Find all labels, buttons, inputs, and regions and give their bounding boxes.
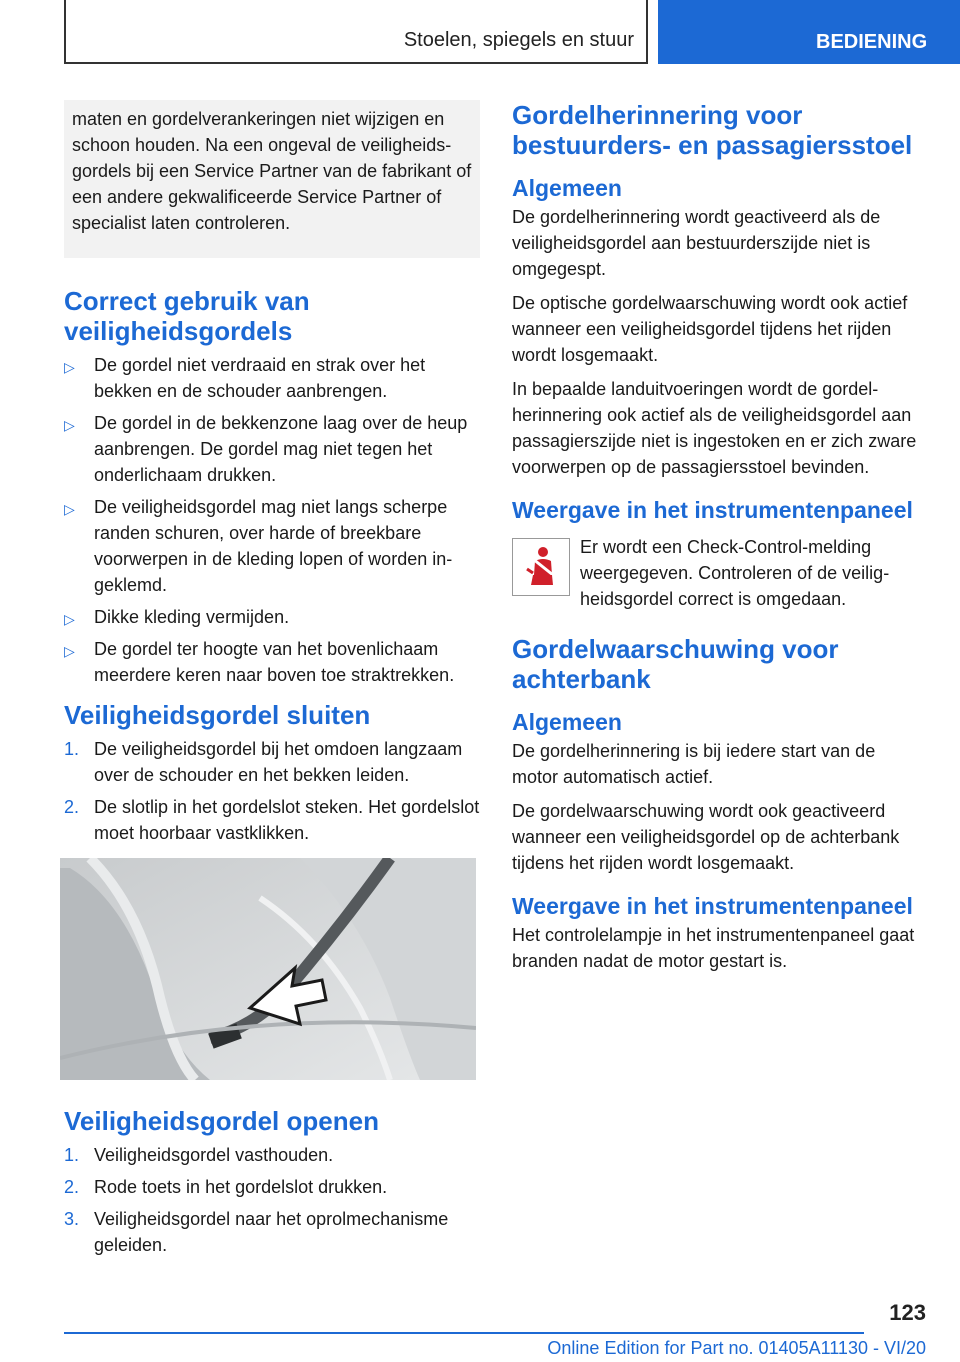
paragraph: Het controlelampje in het instrumentenpaneel gaat branden nadat de motor gestart is. <box>512 925 915 971</box>
paragraph: In bepaalde landuitvoeringen wordt de gordelherinnering ook actief als de veiligheidsgordel aan passagierszijde niet is ingestoken en er zich zware voorwerpen op de passagiersstoel bevinden. <box>512 379 917 477</box>
header-chapter-title: BEDIENING <box>816 31 928 53</box>
opening-steps <box>64 1142 480 1258</box>
triangle-right-icon: ▷ <box>64 417 75 433</box>
heading-opening: Veiligheidsgordel openen <box>64 1106 379 1136</box>
header-chapter-tab <box>658 0 960 64</box>
list-item: ▷ Dikke kleding vermijden. <box>64 604 480 630</box>
triangle-right-icon: ▷ <box>64 359 75 375</box>
heading-closing: Veiligheidsgordel sluiten <box>64 700 371 730</box>
header-section-box <box>64 0 648 64</box>
seatbelt-warning-icon <box>512 538 570 596</box>
list-item: 2. De slotlip in het gordelslot steken. Het gordelslot moet hoorbaar vastklikken. <box>64 797 480 843</box>
subheading-instrument-panel: Weergave in het instrumentenpaneel <box>512 893 913 919</box>
page-number: 123 <box>889 1300 926 1325</box>
paragraph: De gordelwaarschuwing wordt ook geactiveerd wanneer een veiligheidsgordel op de achterbank tijdens het rijden wordt losgemaakt. <box>512 801 900 873</box>
header-section-title: Stoelen, spiegels en stuur <box>403 29 634 51</box>
list-item: ▷ De gordel ter hoogte van het bovenlichaam meerdere keren naar boven toe straktrekken. <box>64 639 455 685</box>
paragraph: De optische gordelwaarschuwing wordt ook actief wanneer een veiligheidsgordel tijdens het rijden wordt losgemaakt. <box>512 293 908 365</box>
indicator-text: Er wordt een Check-Control-melding weergegeven. Controleren of de veiligheidsgordel correct is omgedaan. <box>580 537 890 609</box>
heading-driver-reminder: Gordelherinnering voor bestuurders- en passagiersstoel <box>512 100 913 160</box>
list-item: 2. Rode toets in het gordelslot drukken. <box>64 1177 388 1197</box>
right-column <box>512 100 924 982</box>
paragraph: De gordelherinnering wordt geactiveerd als de veiligheidsgordel aan bestuurderszijde niet is omgegespt. <box>512 207 881 279</box>
safety-note-text: maten en gordelverankeringen niet wijzigen en schoon houden. Na een ongeval de veiligheidsgordels bij een Service Partner van de fabrikant of een andere gekwalificeerde Service Partner of specialist laten controleren. <box>72 109 472 233</box>
triangle-right-icon: ▷ <box>64 643 75 659</box>
list-item: ▷ De gordel niet verdraaid en strak over het bekken en de schouder aanbrengen. <box>64 355 426 401</box>
edition-footer: Online Edition for Part no. 01405A11130 - VI/20 <box>547 1338 926 1358</box>
footer-divider <box>64 1332 864 1334</box>
seatbelt-buckle-photo <box>60 858 476 1080</box>
list-item: ▷ De gordel in de bekkenzone laag over de heup aanbrengen. De gordel mag niet tegen het onderlichaam drukken. <box>64 413 468 485</box>
triangle-right-icon: ▷ <box>64 501 75 517</box>
safety-note-box <box>64 100 480 258</box>
paragraph: De gordelherinnering is bij iedere start van de motor automatisch actief. <box>512 741 876 787</box>
list-item: 1. De veiligheidsgordel bij het omdoen langzaam over de schouder en het bekken leiden. <box>64 739 463 785</box>
list-item: 1. Veiligheidsgordel vasthouden. <box>64 1145 334 1165</box>
left-column <box>64 100 480 1270</box>
list-item: ▷ De veiligheidsgordel mag niet langs scherpe randen schuren, over harde of breekbare voorwerpen in de kleding lopen of worden ingeklemd. <box>64 497 453 595</box>
subheading-instrument-panel: Weergave in het instrumentenpaneel <box>512 497 913 523</box>
subheading-general: Algemeen <box>512 709 622 735</box>
correct-use-list <box>64 352 480 688</box>
triangle-right-icon: ▷ <box>64 611 75 627</box>
subheading-general: Algemeen <box>512 175 622 201</box>
indicator-block <box>512 534 924 612</box>
list-item: 3. Veiligheidsgordel naar het oprolmechanisme geleiden. <box>64 1209 449 1255</box>
heading-rear-warning: Gordelwaarschuwing voor achterbank <box>512 634 839 694</box>
heading-correct-use: Correct gebruik van veiligheidsgordels <box>64 286 310 346</box>
closing-steps <box>64 736 480 846</box>
